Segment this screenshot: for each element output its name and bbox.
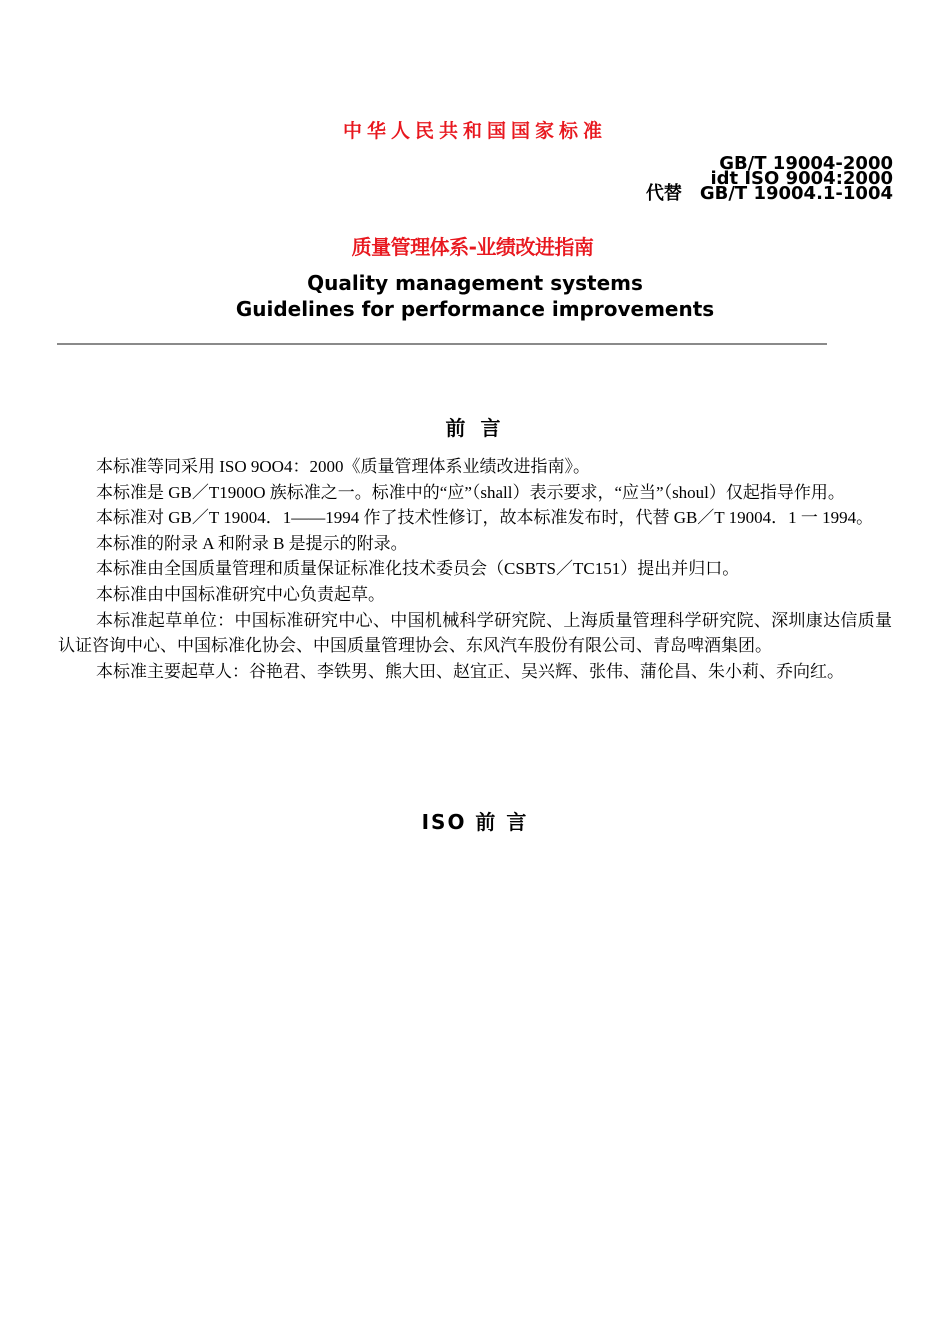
preface-paragraph: 本标准是 GB／T1900O 族标准之一。标准中的“应”（shall）表示要求，“应当”（shoul）仅起指导作用。	[96, 482, 845, 502]
preface-paragraph: 本标准等同采用 ISO 9OO4：2000《质量管理体系业绩改进指南》。	[96, 457, 590, 476]
replaces-line	[645, 183, 893, 204]
standard-code: GB/T 19004-2000	[719, 153, 893, 174]
national-standard-title: 中华人民共和国国家标准	[342, 120, 607, 142]
english-title-line-2: Guidelines for performance improvements	[235, 297, 715, 321]
document-title-chinese: 质量管理体系-业绩改进指南	[351, 235, 594, 259]
replaces-label: 代替	[645, 183, 682, 204]
preface-paragraph: 本标准由中国标准研究中心负责起草。	[96, 584, 385, 604]
document-title-english	[0, 270, 950, 322]
preface-paragraph: 本标准的附录 A 和附录 B 是提示的附录。	[96, 533, 408, 553]
preface-paragraph: 本标准起草单位：中国标准研究中心、中国机械科学研究院、上海质量管理科学研究院、深圳康达信质量认证咨询中心、中国标准化协会、中国质量管理协会、东风汽车股份有限公司、青岛啤酒集团。	[58, 610, 892, 656]
preface-body	[58, 454, 892, 684]
iso-preface-heading: ISO 前 言	[421, 810, 529, 834]
preface-paragraph: 本标准由全国质量管理和质量保证标准化技术委员会（CSBTS／TC151）提出并归口。	[96, 559, 740, 579]
standard-codes	[645, 153, 893, 204]
english-title-line-1: Quality management systems	[307, 271, 643, 295]
replaced-standard-code: GB/T 19004.1-1004	[699, 183, 893, 204]
header-divider	[57, 343, 827, 345]
preface-paragraph: 本标准对 GB／T 19004．1——1994 作了技术性修订，故本标准发布时，代替 GB／T 19004．1 一 1994。	[96, 508, 874, 528]
preface-paragraph: 本标准主要起草人：谷艳君、李铁男、熊大田、赵宜正、吴兴辉、张伟、蒲伦昌、朱小莉、乔向红。	[96, 661, 844, 681]
identical-standard-code: idt ISO 9004:2000	[710, 168, 893, 189]
preface-heading: 前 言	[445, 416, 505, 440]
